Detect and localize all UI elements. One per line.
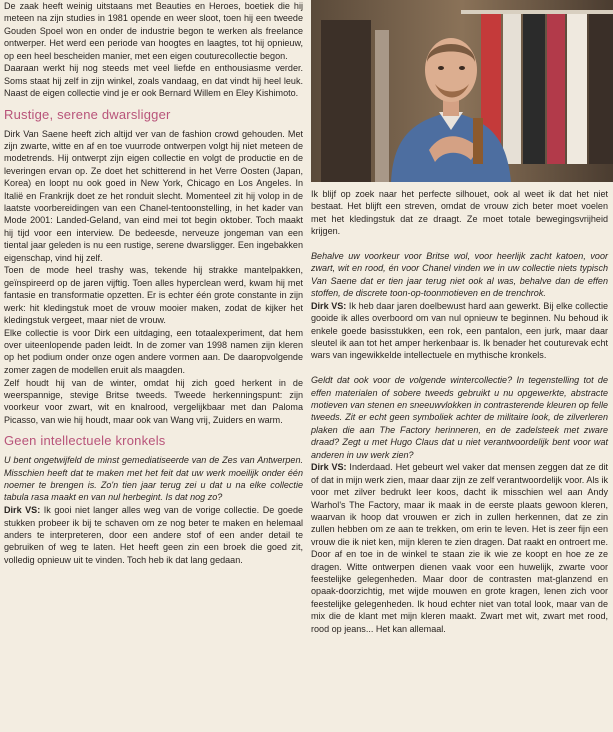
interview-question: Behalve uw voorkeur voor Britse wol, voor heerlijk zacht katoen, voor zwart, wit en rood, én voor Chanel vinden we in uw collectie niets typisch Van Saene dat er tien jaar terug niet ook al was, behalve dan de effen stoffen, de discrete toon-op-toonmotieven en de trenchrok. — [311, 250, 608, 299]
section-heading-1: Rustige, serene dwarsligger — [4, 106, 171, 122]
body-paragraph: Ik blijf op zoek naar het perfecte silhouet, ook al weet ik dat het niet bestaat. Het blijft een streven, omdat de vrouw zich beter moet voelen met het kledingstuk dat ze draagt. Ze moet totale bewegingsvrijheid krijgen. — [311, 189, 608, 237]
body-paragraph: Dirk Van Saene heeft zich altijd ver van de fashion crowd gehouden. Met zijn zwarte, witte en af en toe vuurrode ontwerpen volgt hij niet meteen de modetrends. Hij ontwerpt zijn eigen collectie en volgt de productie en de leveringen ervan op. Ze doet het schitterend in het Verre Oosten (Japan, Korea) en loopt nu ook goed in New York, Chicago en Los Angeles. In Italië en Frankrijk doet ze het ronduit slecht. Momenteel zit hij volop in de laatste voorbereidingen van een Chanel-tentoonstelling, in het kader van Mode 2001: Landed-Geland, van eind mei tot begin oktober. Toch maakt hij tijd voor een interview. De bedeesde, nerveuze jongeman van een tiental jaar geleden is nu een rustige, serene dwarsligger. Een ingebakken eigenschap, vind hij zelf. — [4, 128, 303, 263]
paragraph-gap — [311, 238, 608, 250]
answer-text: Ik heb daar jaren doelbewust hard aan gewerkt. Bij elke collectie gooide ik alles overboord om van nul opnieuw te beginnen. Nu behoud ik enkele goede basisstukken, een rok, een pantalon, een jurk, maar daar sleutel ik aan tot het amper herkenbaar is. Ik benader het couturevak echt wars van ingewikkelde intellectuele en mythische kronkels. — [311, 300, 608, 361]
interview-answer — [311, 461, 608, 635]
portrait-photo-image — [311, 0, 613, 182]
interview-question: Geldt dat ook voor de volgende wintercollectie? In tegenstelling tot de effen materialen of sobere tweeds gebruikt u nu opgewerkte, abstracte motieven van stenen en sneeuwvlokken in contrasterende kleuren op felle tweeds. Zit er echt geen symboliek achter de militaire look, de zilverleren plaken die aan The Factory herinneren, en de zadelsteek met zware draad? Zegt u met Hugo Claus dat u niet verantwoordelijk bent voor wat anderen in uw werk zien? — [311, 375, 608, 460]
section-heading-2: Geen intellectuele kronkels — [4, 433, 166, 449]
portrait-photo — [311, 0, 613, 182]
body-paragraph: Zelf houdt hij van de winter, omdat hij zich goed herkent in de weerspannige, stevige Britse tweeds. Tweede herkenningspunt: zijn voorkeur voor zwart, wit en knalrood, vergelijkbaar met dan Paloma Picasso, van wie hij houdt, maar ook van Wang vrij, Zuiders en warm. — [4, 377, 303, 425]
body-paragraph: Elke collectie is voor Dirk een uitdaging, een totaalexperiment, dat hem over uiteenlopende paden leidt. In de zomer van 1998 namen zijn kleren op het podium onder onze ogen andere vormen aan. De daaropvolgende zomer zagen de modellen eruit als maagden. — [4, 327, 303, 375]
answer-text: Inderdaad. Het gebeurt wel vaker dat mensen zeggen dat ze dit of dat in mijn werk zien, maar daar zijn ze zelf verantwoordelijk voor. Als ik voor met zilver bedrukt leer koos, dacht ik misschien wel aan Andy Warhol's The Factory, maar ik maak in de eerste plaats gewoon kleren, waarvan ik hoop dat vrouwen er zich in zullen herkennen, dat ze zin zullen hebben om ze aan te trekken, om erin te leven. Het is zeer fijn een vrouw die ik niet ken, mijn kleren te zien dragen. Dat raakt en ontroert me. Door af en toe in de winkel te staan zie ik wie ze koopt en hoe ze ze dragen. Witte ontwerpen dienen vaak voor een huwelijk, zwarte voor feestelijke gelegenheden. Maar door de contrasten mat-glanzend en opaak-doorzichtig, met wijde mouwen en grote kragen, lenen zich voor feestelijke gelegenheden. Ik houd echter niet van total look, maar van de mix die de klant met mijn kleren maakt. Zwart met wit, zwart met rood, rood op jeans... Het kan allemaal. — [311, 462, 608, 634]
interview-question: U bent ongetwijfeld de minst gemediatiseerde van de Zes van Antwerpen. Misschien heeft dat te maken met het feit dat uw werk moeilijk onder één noemer te brengen is. Zo'n tien jaar terug zei u dat u na elke collectie tabula rasa maakt en van nul herbegint. Is dat nog zo? — [4, 455, 303, 503]
right-column — [311, 188, 608, 635]
left-column — [4, 0, 303, 566]
interview-answer — [311, 300, 608, 362]
speaker-label: Dirk VS: — [311, 300, 347, 311]
interview-answer — [4, 504, 303, 566]
body-paragraph: Toen de mode heel trashy was, tekende hij strakke mantelpakken, geïnspireerd op de jaren vijftig. Toen alles hyperclean werd, kwam hij met fantasie en transformatie opzetten. Er is echter één grote constante in zijn werk: hit kledingstuk moet de vrouw mooier maken, zodat de kijker het kledingstuk vergeet, maar niet de vrouw. — [4, 265, 303, 325]
speaker-label: Dirk VS: — [4, 505, 41, 516]
intro-paragraph-2: Daaraan werkt hij nog steeds met veel liefde en enthousiasme verder. Soms staat hij zelf in zijn winkel, zoals vandaag, en dat vindt hij heel leuk. Naast de eigen collectie vind je er ook Bernard Willem en Eley Kishimoto. — [4, 63, 303, 99]
speaker-label: Dirk VS: — [311, 462, 347, 473]
intro-paragraph: De zaak heeft weinig uitstaans met Beauties en Heroes, boetiek die hij meteen na zijn studies in 1981 opende en weer sloot, toen hij een tweede Gouden Spoel won en onder de industrie begon te werken als freelance ontwerper. Het werd een periode van hoogtes en laagtes, tot hij opnieuw, op een heel bescheiden manier, met een eigen couturecollectie begon. — [4, 1, 303, 61]
answer-text: Ik gooi niet langer alles weg van de vorige collectie. De goede stukken probeer ik bij te schaven om ze nog beter te maken en helemaal anders te interpreteren, door een andere stof of een ander detail te gebruiken of weg te laten. Het heeft geen zin een broek die goed zit, volledig opnieuw uit te vinden. Toch heb ik dat lang gedaan. — [4, 505, 304, 565]
paragraph-gap — [311, 362, 608, 374]
